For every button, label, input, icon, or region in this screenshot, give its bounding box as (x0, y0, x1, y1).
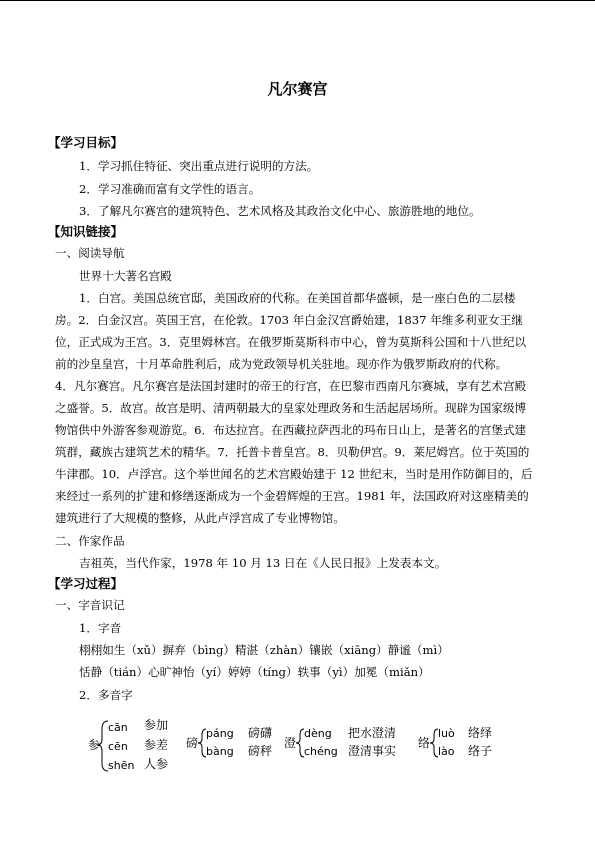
poly-word: 澄清事实 (348, 744, 397, 758)
text-line-p11: 建筑进行了大规模的整修，从此卢浮宫成了专业博物馆。 (55, 511, 345, 525)
text-line-p2: 房。2．白金汉宫。英国王宫，在伦敦。1703 年白金汉宫爵始建，1837 年维多利亚女王继 (55, 313, 523, 327)
text-line-h-goal: 【学习目标】 (48, 135, 124, 150)
text-line-p8: 筑群，藏族古建筑艺术的精华。7．托普卡普皇宫。8．贝勒伊宫。9．莱尼姆宫。位于英国的 (55, 445, 530, 459)
text-line-z1b: 恬静（tián）心旷神怡（yí）婷婷（tíng）轶事（yì）加冕（miǎn） (79, 665, 430, 679)
poly-char-can: 参 (88, 738, 101, 752)
text-line-s3: 一、字音识记 (55, 598, 125, 612)
poly-word: 磅秤 (248, 744, 273, 758)
poly-word: 把水澄清 (348, 726, 397, 740)
poly-word: 参差 (144, 738, 169, 752)
text-line-goal-3: 3．了解凡尔赛宫的建筑特色、艺术风格及其政治文化中心、旅游胜地的地位。 (79, 204, 481, 218)
text-line-p10: 来经过一系列的扩建和修缮逐渐成为一个金碧辉煌的王宫。1981 年，法国政府对这座精美的 (55, 489, 529, 503)
text-line-z1: 1．字音 (79, 621, 122, 635)
text-line-h-proc: 【学习过程】 (48, 576, 124, 591)
text-line-p3: 位，正式成为王宫。3．克里姆林宫。在俄罗斯莫斯科市中心，曾为莫斯科公国和十八世纪以 (55, 335, 527, 349)
poly-brace-2 (198, 729, 206, 757)
polyphonic-table (88, 715, 508, 775)
poly-word: 磅礴 (248, 726, 273, 740)
text-line-p9: 牛津郡。10．卢浮宫。这个举世闻名的艺术宫殿始建于 12 世纪末，当时是用作防御目的，后 (55, 467, 533, 481)
text-line-s2: 二、作家作品 (55, 534, 125, 548)
poly-pinyin: dèng (304, 727, 332, 740)
poly-char-cheng: 澄 (284, 736, 297, 750)
text-line-p7: 物馆供中外游客参观游览。6．布达拉宫。在西藏拉萨西北的玛布日山上，是著名的宫堡式建 (55, 423, 527, 437)
poly-word: 络绎 (468, 726, 493, 740)
poly-word: 参加 (144, 718, 169, 732)
poly-char-luo: 络 (418, 736, 431, 750)
poly-brace-4 (430, 729, 438, 757)
poly-pinyin: lào (438, 745, 455, 758)
poly-word: 人参 (144, 757, 169, 771)
page-title: 凡尔赛宫 (267, 80, 328, 98)
poly-brace-3 (296, 729, 304, 757)
text-line-p6: 之盛誉。5．故宫。故宫是明、清两朝最大的皇家处理政务和生活起居场所。现辟为国家级博 (55, 401, 527, 415)
text-line-goal-2: 2．学习准确而富有文学性的语言。 (79, 182, 261, 196)
text-line-z1a: 栩栩如生（xǔ）摒弃（bìng）精湛（zhàn）镶嵌（xiāng）静谧（mì） (79, 643, 449, 657)
text-line-s1: 一、阅读导航 (55, 246, 125, 260)
text-line-z2: 2．多音字 (79, 688, 133, 702)
poly-pinyin: cēn (108, 740, 128, 753)
text-line-p5: 4．凡尔赛宫。凡尔赛宫是法国封建时的帝王的行宫，在巴黎市西南凡尔赛城，享有艺术宫殿 (55, 379, 527, 393)
poly-pinyin: páng (206, 727, 234, 740)
text-line-p1: 1．白宫。美国总统官邸，美国政府的代称。在美国首都华盛顿，是一座白色的二层楼 (79, 291, 516, 305)
top-rule (0, 0, 595, 1)
text-line-goal-1: 1．学习抓住特征、突出重点进行说明的方法。 (79, 159, 319, 173)
poly-word: 络子 (468, 744, 493, 758)
text-line-h-link: 【知识链接】 (48, 224, 124, 239)
poly-char-bang: 磅 (186, 736, 199, 750)
text-line-p4: 前的沙皇皇宫，十月革命胜利后，成为党政领导机关驻地。现亦作为俄罗斯政府的代称。 (55, 357, 508, 371)
poly-pinyin: shēn (108, 759, 135, 772)
text-line-p-sub: 世界十大著名宫殿 (79, 269, 172, 283)
poly-pinyin: chéng (304, 745, 338, 758)
poly-pinyin: luò (438, 727, 455, 740)
text-line-p-author: 吉祖英，当代作家，1978 年 10 月 13 日在《人民日报》上发表本文。 (79, 556, 447, 570)
poly-pinyin: bàng (206, 745, 234, 758)
poly-pinyin: cān (108, 721, 128, 734)
